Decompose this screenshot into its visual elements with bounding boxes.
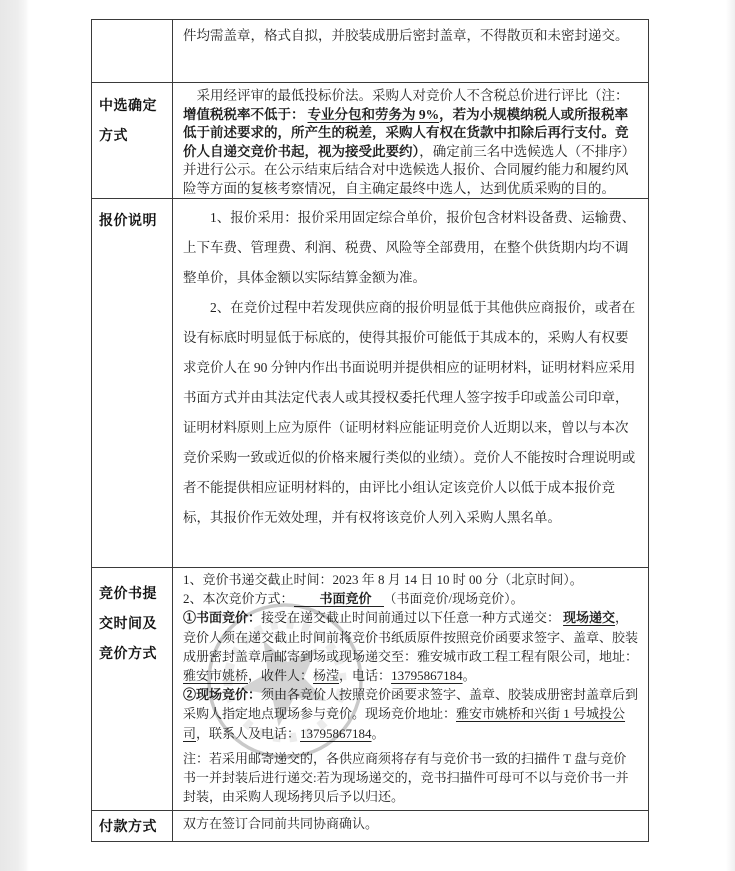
onsite-bidding-paragraph xyxy=(183,685,639,743)
bidding-method-prefix: 2、本次竞价方式： xyxy=(183,591,294,607)
bidding-method-suffix: （书面竞价/现场竞价）。 xyxy=(383,591,524,607)
written-bidding-paragraph xyxy=(183,608,639,685)
written-bidding-text-4: ，电话： xyxy=(339,668,392,684)
onsite-bidding-text-2: ，联系人及电话： xyxy=(196,725,301,741)
written-bidding-underline-recipient: 杨滢 xyxy=(313,668,340,684)
written-bidding-text-5: 。 xyxy=(462,668,476,684)
row-continuation-content xyxy=(173,20,648,82)
written-bidding-heading: ①书面竞价： xyxy=(183,610,262,626)
bidding-terms-table xyxy=(91,19,649,842)
quotation-paragraph-2: 2、在竞价过程中若发现供应商的报价明显低于其他供应商报价，或者在设有标底时明显低于标底的，使得其报价可能低于其成本的，采购人有权要求竞价人在 90 分钟内作出书面说明并提供相应的证明材料，证明材料应采用书面方式并由其法定代表人或其授权委托代理人签字按手印或盖公司印章，证明材料原则上应为原件（证明材料应能证明竞价人近期以来，曾以与本次竞价采购一致或近似的价格来履行类似的业绩）。竞价人不能按时合理说明或者不能提供相应证明材料的，由评比小组认定该竞价人以低于成本报价竞标，其报价作无效处理，并有权将该竞价人列入采购人黑名单。 xyxy=(183,300,636,525)
selection-method-label: 中选确定方式 xyxy=(92,83,173,198)
continuation-text: 件均需盖章，格式自拟，并胶装成册后密封盖章，不得散页和未密封递交。 xyxy=(183,28,629,43)
bidding-method-value: 书面竞价 xyxy=(294,591,384,607)
written-bidding-text-2: ，竞价人须在递交截止时间前将竞价书纸质原件按照竞价函要求签字、盖章、胶装成册密封盖章后邮寄到场或现场递交至：雅安城市政工程工程有限公司，地址： xyxy=(183,610,639,664)
onsite-bidding-text-3: 。 xyxy=(371,725,385,741)
submission-deadline-line: 1、竞价书递交截止时间：2023 年 8 月 14 日 10 时 00 分（北京时间）。 xyxy=(183,572,583,587)
written-bidding-text-3: ，收件人： xyxy=(248,668,314,684)
selection-text-bold-1: 增值税税率不低于： xyxy=(183,106,305,122)
table-row-selection-method xyxy=(92,83,648,199)
table-row-continuation xyxy=(92,20,648,83)
written-bidding-text-1: 接受在递交截止时间前通过以下任意一种方式递交： xyxy=(261,610,561,626)
quotation-notes-label: 报价说明 xyxy=(92,199,173,567)
selection-text-bold-underline: 专业分包和劳务为 9% xyxy=(307,106,440,122)
quotation-paragraph-1: 1、报价采用：报价采用固定综合单价，报价包含材料设备费、运输费、上下车费、管理费、利润、税费、风险等全部费用，在整个供货期内均不调整单价，具体金额以实际结算金额为准。 xyxy=(183,210,636,285)
payment-method-label: 付款方式 xyxy=(92,811,173,841)
row-label-cell-empty xyxy=(92,20,173,82)
selection-text-bold-2: ，若为小规模纳税人或所报税率低于前述要求的，所产生的税差，采购人有权在货款中扣除后再行支付。竞价人自递交竞价书起，视为接受此要约） xyxy=(183,106,629,159)
selection-text-normal-1: 采用经评审的最低投标价法。采购人对竞价人不含税总价进行评比（注： xyxy=(196,88,629,103)
payment-method-text: 双方在签订合同前共同协商确认。 xyxy=(183,816,379,831)
submission-method-label: 竞价书提交时间及竞价方式 xyxy=(92,568,173,810)
table-row-quotation-notes xyxy=(92,199,648,568)
table-row-payment-method xyxy=(92,811,648,841)
payment-method-content xyxy=(173,811,648,841)
onsite-bidding-text-1: 须由各竞价人按照竞价函要求签字、盖章、胶装成册密封盖章后到采购人指定地点现场参与竞价。现场竞价地址： xyxy=(183,687,639,722)
selection-text-normal-2: ，确定前三名中选候选人（不排序）并进行公示。在公示结束后结合对中选候选人报价、合同履约能力和履约风险等方面的复核考察情况，自主确定最终中选人，达到优质采购的目的。 xyxy=(183,143,636,196)
bidding-method-line xyxy=(183,589,639,608)
onsite-bidding-underline-phone: 13795867184 xyxy=(300,725,372,741)
quotation-notes-content xyxy=(173,199,648,567)
scan-edge-shading-right xyxy=(726,0,735,871)
written-bidding-underline-onsite-delivery: 现场递交 xyxy=(563,610,616,626)
scan-edge-shading-left xyxy=(0,0,29,871)
selection-method-content xyxy=(173,83,648,198)
written-bidding-underline-address: 雅安市姚桥 xyxy=(183,668,249,684)
submission-note-paragraph: 注：若采用邮寄递交的，各供应商须将存有与竞价书一致的扫描件 T 盘与竞价书一并封装后进行递交:若为现场递交的，竞书扫描件可母可不以与竞价书一并封装，由采购人现场拷贝后予以归还。 xyxy=(183,750,629,804)
table-row-submission-method xyxy=(92,568,648,811)
onsite-bidding-underline-address: 雅安市姚桥和兴街 1 号城投公司 xyxy=(183,706,626,741)
written-bidding-underline-phone: 13795867184 xyxy=(391,668,463,684)
submission-method-content xyxy=(173,568,648,810)
onsite-bidding-heading: ②现场竞价： xyxy=(183,687,262,703)
